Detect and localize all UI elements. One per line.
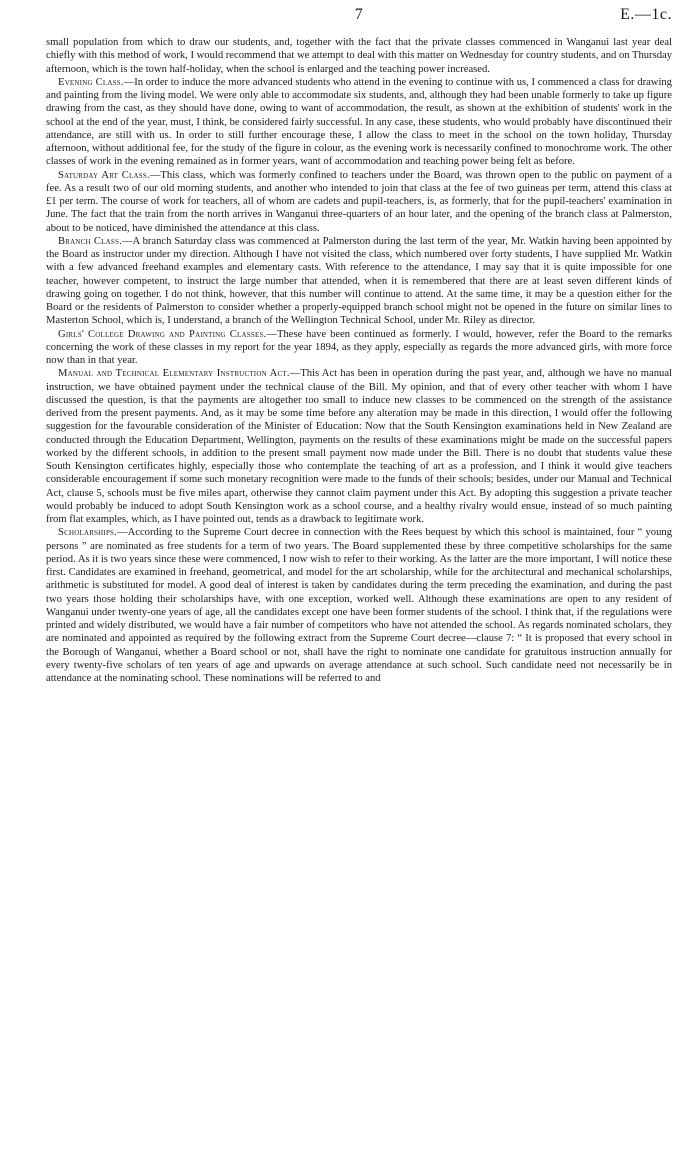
paragraph-text: —A branch Saturday class was commenced at Palmerston during the last term of the year, Mr. Watkin having been appointed by the Board as instructor under my direction. Although I have not visited the class, which numbered over forty students, I have supplied Mr. Watkin with a few advanced freehand examples and elementary casts. With reference to the attendance, I may say that it is quite impossible for one teacher, however competent, to instruct the large number that attended, when it is remembered that there are at least seven different kinds of drawing going on together. I do not think, however, that this number will continue to attend. At the same time, it may be a question either for the Board or the residents of Palmerston to consider whether a properly-equipped branch school might not be opened in the future on similar lines to Masterton School, which is, I understand, a branch of the Wellington Technical School, under Mr. Riley as director. bbox=[46, 235, 672, 327]
paragraph-text: small population from which to draw our students, and, together with the fact that the private classes commenced in Wanganui last year deal chiefly with this method of work, I would recommend that we attempt to deal with this matter on Wednesday for country students, and on Thursday afternoon, which is the town half-holiday, when the school is enlarged and the teaching power increased. bbox=[46, 37, 673, 75]
report-body bbox=[46, 36, 672, 685]
document-reference: E.—1c. bbox=[620, 6, 672, 23]
page-header bbox=[46, 0, 672, 36]
section-heading: Evening Class. bbox=[58, 76, 124, 88]
page-number: 7 bbox=[354, 6, 364, 23]
paragraph-text: —This class, which was formerly confined to teachers under the Board, was thrown open to the public on payment of a fee. As a result two of our old morning students, and another who intended to join that class at the fee of two guineas per term, attend this class at £1 per term. The course of work for teachers, all of whom are cadets and pupil-teachers, is, as formerly, that for the pupil-teachers' examination in June. The fact that the train from the north arrives in Wanganui three-quarters of an hour later, and the opening of the branch class at Palmerston, about to be noticed, have diminished the attendance at this class. bbox=[46, 169, 672, 234]
paragraph-text: —These have been continued as formerly. I would, however, refer the Board to the remarks concerning the work of these classes in my report for the year 1894, as they apply, especially as regards the more advanced girls, with more force now than in that year. bbox=[46, 328, 672, 366]
paragraph-text: —According to the Supreme Court decree in connection with the Rees bequest by which this school is maintained, four “ young persons ” are nominated as free students for a term of two years. The Board supplemented these by three competitive scholarships for the same period. As it is two years since these were commenced, I now wish to refer to their working. As the latter are the more important, I will notice these first. Candidates are examined in freehand, geometrical, and model for the art scholarship, while for the architectural and mechanical scholarships, arithmetic is substituted for model. A good deal of interest is taken by candidates during the term preceding the examination, and during the past two years those holding their scholarships have, with one exception, worked well. Although these examinations are open to any resident of Wanganui under twenty-one years of age, all the candidates except one have been former students of the school. I think that, if the regulations were printed and widely distributed, we would have a fair number of competitors who have not attended the school. As regards nominated scholars, they are nominated and appointed as required by the following extract from the Supreme Court decree—clause 7: “ It is proposed that every school in the Borough of Wanganui, whether a Board school or not, shall have the right to nominate one candidate for gratuitous instruction annually for every twenty-five scholars of ten years of age and upwards on average attendance at such school. Such candidate need not necessarily be in attendance at the nominating school. These nominations will be referred to and bbox=[46, 527, 672, 684]
paragraph-text: —In order to induce the more advanced students who attend in the evening to continue with us, I commenced a class for drawing and painting from the living model. We were only able to accommodate six students, and, although they had been unable formerly to take up figure drawing from the cast, as they should have done, owing to want of accommodation, the result, as shown at the exhibition of students' work in the school at the end of the year, must, I think, be considered fairly successful. In any case, these students, who would probably have discontinued their attendance, are still with us. In order to still further encourage these, I allow the class to meet in the school on the town holiday, Thursday afternoon, without additional fee, for the study of the figure in colour, as the evening work is necessarily confined to monochrome work. The other classes of work in the evening remained as in former years, want of accommodation and teaching power being felt as before. bbox=[46, 76, 672, 168]
paragraph-text: —This Act has been in operation during the past year, and, although we have no manual instruction, we have obtained payment under the technical clause of the Bill. My opinion, and that of every other teacher with whom I have discussed the question, is that the payments are altogether too small to induce new classes to be commenced on the strength of the assistance derived from the present payments. And, as it may be some time before any alteration may be made in this direction, I would offer the following suggestion for the favourable consideration of the Minister of Education: Now that the South Kensington examinations held in New Zealand are conducted through the Education Department, Wellington, payments on the results of these examinations might be made on the successful papers worked by the different schools, in addition to the present small payment now made under the Bill. There is no doubt that students value these South Kensington certificates highly, especially those who contemplate the teaching of art as a profession, and I think it would give teachers considerable encouragement if some such monetary recognition were made to the funds of their schools; besides, under our Manual and Technical Act, clause 5, schools must be five miles apart, otherwise they cannot claim payment under this Act. By adopting this suggestion a private teacher would probably be induced to adopt South Kensington work as a school course, and a healthy rivalry would ensue, instead of so much painting from flat examples, which, as I have pointed out, tends as a drawback to legitimate work. bbox=[46, 368, 672, 525]
paragraph-evening-class bbox=[46, 76, 672, 169]
section-heading: Girls' College Drawing and Painting Classes. bbox=[58, 328, 267, 340]
paragraph-manual-technical-act bbox=[46, 367, 672, 526]
paragraph-branch-class bbox=[46, 235, 672, 328]
section-heading: Manual and Technical Elementary Instruction Act. bbox=[58, 368, 290, 380]
paragraph-scholarships bbox=[46, 526, 672, 685]
section-heading: Branch Class. bbox=[58, 235, 122, 247]
paragraph-continuation bbox=[46, 36, 672, 76]
section-heading: Scholarships. bbox=[58, 527, 117, 539]
paragraph-saturday-art-class bbox=[46, 169, 672, 235]
document-page bbox=[46, 0, 672, 685]
section-heading: Saturday Art Class. bbox=[58, 169, 150, 181]
paragraph-girls-college bbox=[46, 328, 672, 368]
